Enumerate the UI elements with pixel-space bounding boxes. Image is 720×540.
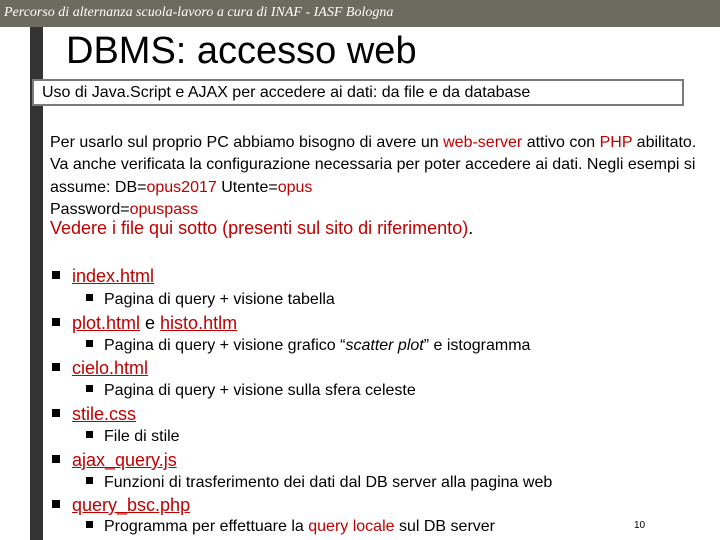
- list-item: [52, 358, 148, 379]
- list-item: [52, 313, 237, 334]
- list-item: [52, 495, 190, 516]
- link-ajax-query-js[interactable]: ajax_query.js: [72, 450, 177, 470]
- intro-text: attivo con: [522, 134, 600, 151]
- intro-php: PHP: [599, 134, 633, 151]
- square-bullet-icon: [52, 318, 60, 326]
- square-bullet-icon: [52, 363, 60, 371]
- vedere-text: Vedere i file qui sotto (presenti sul sito di riferimento): [50, 218, 469, 238]
- sub-item-highlight: query locale: [308, 518, 395, 535]
- intro-user: opus: [277, 178, 313, 196]
- sub-item: [86, 382, 416, 400]
- intro-text: Per usarlo sul proprio PC abbiamo bisogno di avere un: [50, 134, 444, 151]
- sub-item-text: ” e istogramma: [423, 337, 531, 354]
- vedere-period: .: [468, 218, 474, 238]
- square-bullet-icon: [52, 500, 60, 508]
- square-bullet-icon: [86, 385, 93, 392]
- list-item: [52, 450, 177, 471]
- list-item: [52, 404, 136, 425]
- square-bullet-icon: [52, 455, 60, 463]
- sub-item-italic: scatter plot: [345, 337, 424, 354]
- square-bullet-icon: [52, 271, 60, 279]
- intro-text: Password=: [50, 200, 130, 218]
- subtitle-box: [32, 79, 684, 106]
- link-histo-htlm[interactable]: histo.htlm: [160, 313, 238, 333]
- link-plot-html[interactable]: plot.html: [72, 313, 141, 333]
- intro-webserver: web-server: [443, 134, 523, 151]
- sub-item-text: Pagina di query + visione tabella: [104, 291, 335, 308]
- sub-item-text: File di stile: [104, 428, 180, 445]
- link-cielo-html[interactable]: cielo.html: [72, 358, 149, 378]
- link-stile-css[interactable]: stile.css: [72, 404, 137, 424]
- list-item: [52, 266, 154, 287]
- square-bullet-icon: [86, 340, 93, 347]
- square-bullet-icon: [52, 409, 60, 417]
- sub-item-text: Pagina di query + visione grafico “: [104, 337, 346, 354]
- header-bar: [0, 0, 720, 27]
- square-bullet-icon: [86, 521, 93, 528]
- square-bullet-icon: [86, 431, 93, 438]
- vedere-line: [50, 218, 473, 239]
- sub-item: [86, 474, 552, 492]
- item-text: e: [140, 313, 161, 333]
- slide-title: DBMS: accesso web: [66, 30, 417, 72]
- sub-item: [86, 337, 530, 355]
- intro-db: opus2017: [146, 178, 217, 196]
- link-index-html[interactable]: index.html: [72, 266, 155, 286]
- header-text: Percorso di alternanza scuola-lavoro a cura di INAF - IASF Bologna: [4, 5, 394, 20]
- sub-item-text: Pagina di query + visione sulla sfera celeste: [104, 382, 416, 399]
- page-number: 10: [634, 520, 646, 531]
- sub-item: [86, 428, 180, 446]
- square-bullet-icon: [86, 294, 93, 301]
- subtitle-text: Uso di Java.Script e AJAX per accedere ai dati: da file e da database: [42, 84, 531, 101]
- intro-paragraph: [50, 132, 700, 221]
- link-query-bsc-php[interactable]: query_bsc.php: [72, 495, 191, 515]
- sub-item: [86, 291, 335, 309]
- intro-pass: opuspass: [129, 200, 199, 218]
- sub-item-text: Programma per effettuare la: [104, 518, 309, 535]
- sub-item-text: sul DB server: [394, 518, 495, 535]
- sub-item: [86, 518, 495, 536]
- intro-text: abilitato. Va anche verificata la configurazione necessaria per poter accedere ai dati. Negli esempi si assume: DB=: [50, 134, 697, 196]
- intro-text: Utente=: [216, 178, 278, 196]
- sub-item-text: Funzioni di trasferimento dei dati dal DB server alla pagina web: [104, 474, 553, 491]
- square-bullet-icon: [86, 477, 93, 484]
